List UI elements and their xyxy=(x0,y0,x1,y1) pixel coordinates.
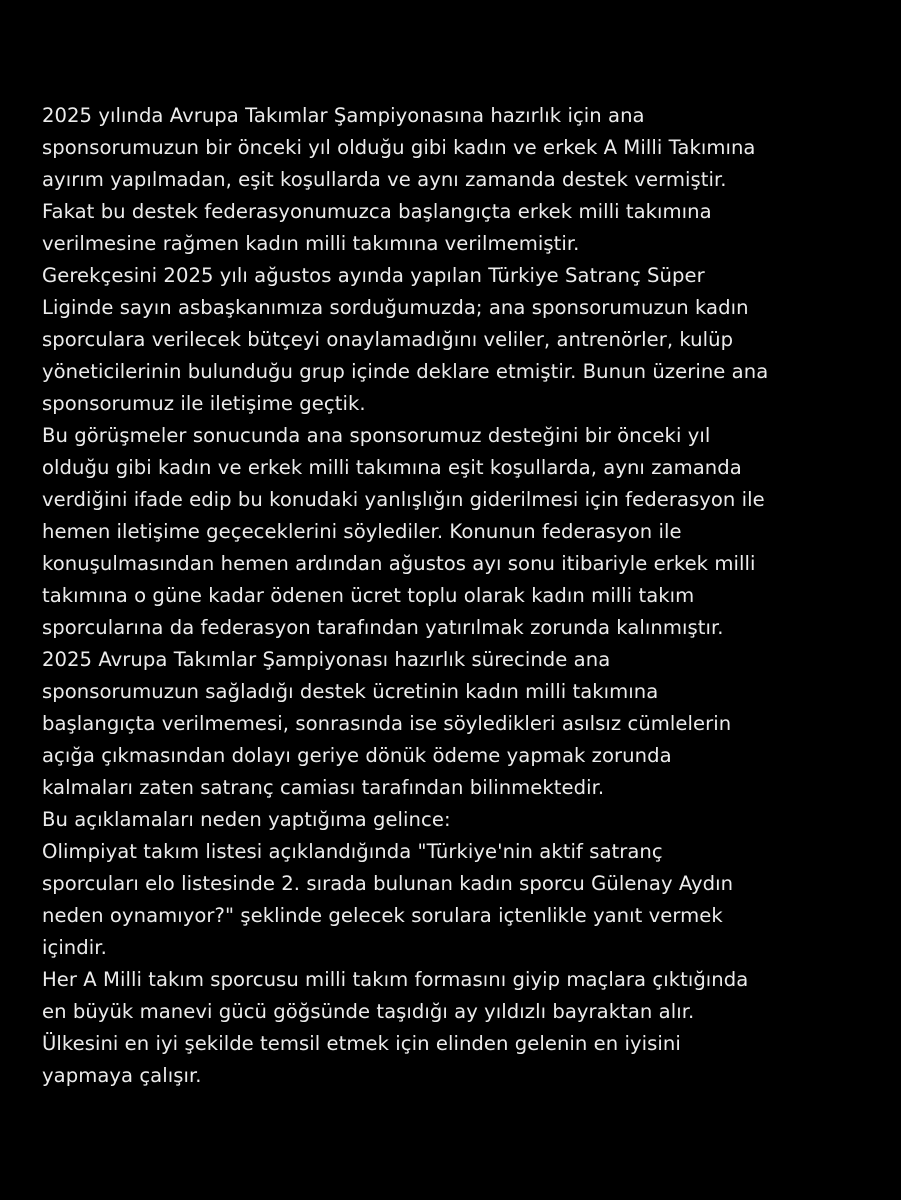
text-line: yöneticilerinin bulunduğu grup içinde deklare etmiştir. Bunun üzerine ana xyxy=(42,360,769,383)
text-line: verilmesine rağmen kadın milli takımına verilmemiştir. xyxy=(42,232,580,255)
statement-text xyxy=(42,100,882,1092)
text-line: yapmaya çalışır. xyxy=(42,1064,202,1087)
text-line: sponsorumuzun sağladığı destek ücretinin kadın milli takımına xyxy=(42,680,659,703)
text-line: açığa çıkmasından dolayı geriye dönük ödeme yapmak zorunda xyxy=(42,744,672,767)
text-line: Her A Milli takım sporcusu milli takım formasını giyip maçlara çıktığında xyxy=(42,968,749,991)
text-line: neden oynamıyor?" şeklinde gelecek sorulara içtenlikle yanıt vermek xyxy=(42,904,723,927)
text-line: kalmaları zaten satranç camiası tarafından bilinmektedir. xyxy=(42,776,605,799)
text-line: Bu açıklamaları neden yaptığıma gelince: xyxy=(42,808,451,831)
text-line: olduğu gibi kadın ve erkek milli takımına eşit koşullarda, aynı zamanda xyxy=(42,456,742,479)
text-line: sporculara verilecek bütçeyi onaylamadığını veliler, antrenörler, kulüp xyxy=(42,328,734,351)
text-line: Olimpiyat takım listesi açıklandığında "Türkiye'nin aktif satranç xyxy=(42,840,663,863)
text-line: başlangıçta verilmemesi, sonrasında ise söyledikleri asılsız cümlelerin xyxy=(42,712,732,735)
text-line: sponsorumuzun bir önceki yıl olduğu gibi kadın ve erkek A Milli Takımına xyxy=(42,136,756,159)
text-line: sporcularına da federasyon tarafından yatırılmak zorunda kalınmıştır. xyxy=(42,616,724,639)
text-line: takımına o güne kadar ödenen ücret toplu olarak kadın milli takım xyxy=(42,584,695,607)
text-line: Ülkesini en iyi şekilde temsil etmek için elinden gelenin en iyisini xyxy=(42,1032,681,1055)
text-line: Liginde sayın asbaşkanımıza sorduğumuzda; ana sponsorumuzun kadın xyxy=(42,296,749,319)
text-line: sporcuları elo listesinde 2. sırada bulunan kadın sporcu Gülenay Aydın xyxy=(42,872,734,895)
text-line: içindir. xyxy=(42,936,107,959)
text-line: Gerekçesini 2025 yılı ağustos ayında yapılan Türkiye Satranç Süper xyxy=(42,264,705,287)
text-line: ayırım yapılmadan, eşit koşullarda ve aynı zamanda destek vermiştir. xyxy=(42,168,727,191)
text-line: 2025 Avrupa Takımlar Şampiyonası hazırlık sürecinde ana xyxy=(42,648,611,671)
text-line: Fakat bu destek federasyonumuzca başlangıçta erkek milli takımına xyxy=(42,200,712,223)
text-line: en büyük manevi gücü göğsünde taşıdığı ay yıldızlı bayraktan alır. xyxy=(42,1000,695,1023)
text-line: Bu görüşmeler sonucunda ana sponsorumuz desteğini bir önceki yıl xyxy=(42,424,711,447)
text-line: verdiğini ifade edip bu konudaki yanlışlığın giderilmesi için federasyon ile xyxy=(42,488,765,511)
text-line: konuşulmasından hemen ardından ağustos ayı sonu itibariyle erkek milli xyxy=(42,552,756,575)
text-line: hemen iletişime geçeceklerini söylediler. Konunun federasyon ile xyxy=(42,520,682,543)
text-line: sponsorumuz ile iletişime geçtik. xyxy=(42,392,366,415)
text-line: 2025 yılında Avrupa Takımlar Şampiyonasına hazırlık için ana xyxy=(42,104,645,127)
